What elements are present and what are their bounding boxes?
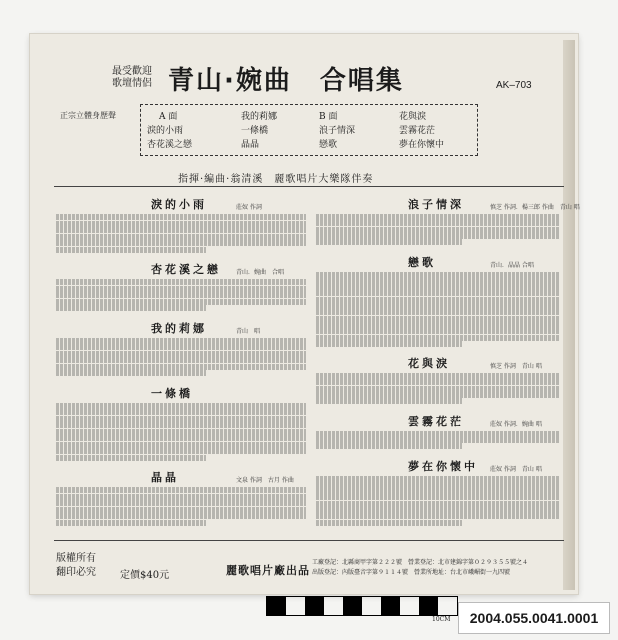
lyric-line (316, 476, 560, 482)
song-credit: 慎芝 作詞．楊三郎 作曲 青山 唱 (490, 204, 580, 211)
copyright-line-1: 版權所有 (56, 553, 96, 564)
lyric-line (316, 227, 560, 233)
track-b3: 夢在你懷中 (399, 140, 445, 150)
lyric-line (316, 278, 560, 284)
song-title: 浪子情深 (408, 198, 464, 211)
lyric-line (56, 403, 306, 409)
lyric-line (316, 239, 462, 245)
lyric-line (316, 272, 560, 278)
registration-line-1: 工廠登記：北縣商甲字第２２２號 營業登記：北市建錦字第０２９３５５號之４ (312, 559, 529, 566)
lyric-line (56, 221, 306, 227)
lyric-line (56, 292, 306, 298)
track-a4: 一條橋 (241, 126, 269, 136)
lyric-line (316, 379, 560, 385)
lyric-line (56, 416, 306, 422)
lyric-line (56, 520, 206, 526)
lyric-line (56, 351, 306, 357)
lyric-line (316, 284, 560, 290)
lyric-line (56, 279, 306, 285)
lyric-line (56, 357, 306, 363)
song-title: 杏花溪之戀 (151, 263, 221, 276)
song-credit: 莊奴 作詞 (236, 204, 262, 211)
lyric-line (56, 344, 306, 350)
catalog-number: AK–703 (496, 80, 532, 91)
lyric-line (56, 305, 206, 311)
lyric-line (316, 437, 560, 443)
lyric-line (316, 214, 560, 220)
song-title: 夢在你懷中 (408, 459, 478, 473)
lyric-line (56, 299, 306, 305)
song-title: 一條橋 (151, 386, 193, 400)
lyric-line (56, 513, 306, 519)
header-divider (54, 186, 564, 187)
song-title: 戀歌 (408, 255, 436, 269)
song-credit: 青山．婉曲 合唱 (236, 269, 285, 276)
lyric-line (56, 429, 306, 435)
lyric-line (316, 501, 560, 507)
track-b2: 雲霧花茫 (399, 126, 436, 136)
arranger-credit: 指揮·編曲·翁清溪 麗歌唱片大樂隊伴奏 (178, 174, 374, 185)
lyric-line (56, 409, 306, 415)
song-title: 淚的小雨 (151, 198, 207, 211)
lyric-line (316, 386, 560, 392)
lyric-line (56, 494, 306, 500)
track-b4: 浪子情深 (319, 126, 356, 136)
lyric-line (56, 487, 306, 493)
song-credit: 文泉 作詞 古月 作曲 (236, 477, 294, 484)
lyric-line (56, 240, 306, 246)
lyric-line (56, 286, 306, 292)
lyric-line (316, 297, 560, 303)
track-a3: 我的莉娜 (241, 112, 278, 122)
track-b1: 花與淚 (399, 112, 427, 122)
track-a5: 晶晶 (241, 140, 260, 150)
lyric-line (56, 227, 306, 233)
lyric-line (56, 442, 306, 448)
lyric-line (316, 482, 560, 488)
lyric-line (316, 392, 560, 398)
lyric-line (316, 507, 560, 513)
scale-label: 10CM (432, 616, 451, 623)
lyric-line (56, 370, 206, 376)
lyric-line (316, 290, 560, 296)
album-title: 青山·婉曲 合唱集 (168, 66, 404, 96)
subtitle-2: 歌壇情侶 (112, 78, 152, 89)
lyric-line (56, 435, 306, 441)
lyric-line (316, 303, 560, 309)
lyric-line (316, 328, 560, 334)
song-title: 我的莉娜 (151, 321, 207, 335)
track-a1: 淚的小雨 (147, 126, 184, 136)
lyric-line (56, 247, 206, 253)
measurement-scale (266, 596, 458, 616)
side-a-label: A 面 (159, 112, 178, 122)
lyric-line (316, 341, 462, 347)
subtitle-1: 最受歡迎 (112, 66, 152, 77)
sleeve-edge (563, 40, 575, 590)
lyric-line (316, 431, 560, 437)
song-title: 晶晶 (151, 471, 179, 484)
stereo-stamp: 正宗立體身歷聲 (60, 111, 116, 120)
price: 定價$40元 (120, 570, 170, 581)
lyric-line (316, 309, 560, 315)
registration-line-2: 出版登記：內版臺音字第９１１４號 營業所地址：台北市峨嵋街一九四號 (312, 569, 511, 576)
song-title: 雲霧花茫 (408, 414, 464, 428)
lyric-line (316, 443, 462, 449)
lyric-line (316, 220, 560, 226)
track-b5: 戀歌 (319, 140, 338, 150)
lyric-line (316, 233, 560, 239)
copyright-line-2: 翻印必究 (56, 567, 96, 578)
lyric-line (56, 234, 306, 240)
lyric-line (316, 322, 560, 328)
lyric-line (316, 520, 462, 526)
lyric-line (56, 448, 306, 454)
lyric-line (56, 364, 306, 370)
lyric-line (316, 513, 560, 519)
lyric-line (316, 488, 560, 494)
lyric-line (56, 214, 306, 220)
song-credit: 青山 唱 (236, 327, 261, 335)
song-credit: 莊奴 作詞 青山 唱 (490, 465, 542, 473)
song-credit: 青山．晶晶 合唱 (490, 261, 534, 269)
track-a2: 杏花溪之戀 (147, 140, 193, 150)
lyric-line (56, 455, 206, 461)
lyric-line (316, 335, 560, 341)
side-b-label: B 面 (319, 112, 338, 122)
lyric-line (316, 316, 560, 322)
lyric-line (56, 338, 306, 344)
lyric-line (56, 507, 306, 513)
publisher: 麗歌唱片廠出品 (226, 564, 310, 577)
lyric-line (316, 373, 560, 379)
lyric-line (316, 398, 462, 404)
tracklist-box (140, 104, 478, 156)
accession-number: 2004.055.0041.0001 (458, 602, 610, 634)
lyric-line (316, 494, 560, 500)
song-title: 花與淚 (408, 357, 450, 371)
lyric-line (56, 422, 306, 428)
song-credit: 慎芝 作詞 青山 唱 (490, 363, 542, 371)
lyric-line (56, 500, 306, 506)
song-credit: 莊奴 作詞．婉曲 唱 (490, 420, 542, 428)
footer-divider (54, 540, 564, 541)
